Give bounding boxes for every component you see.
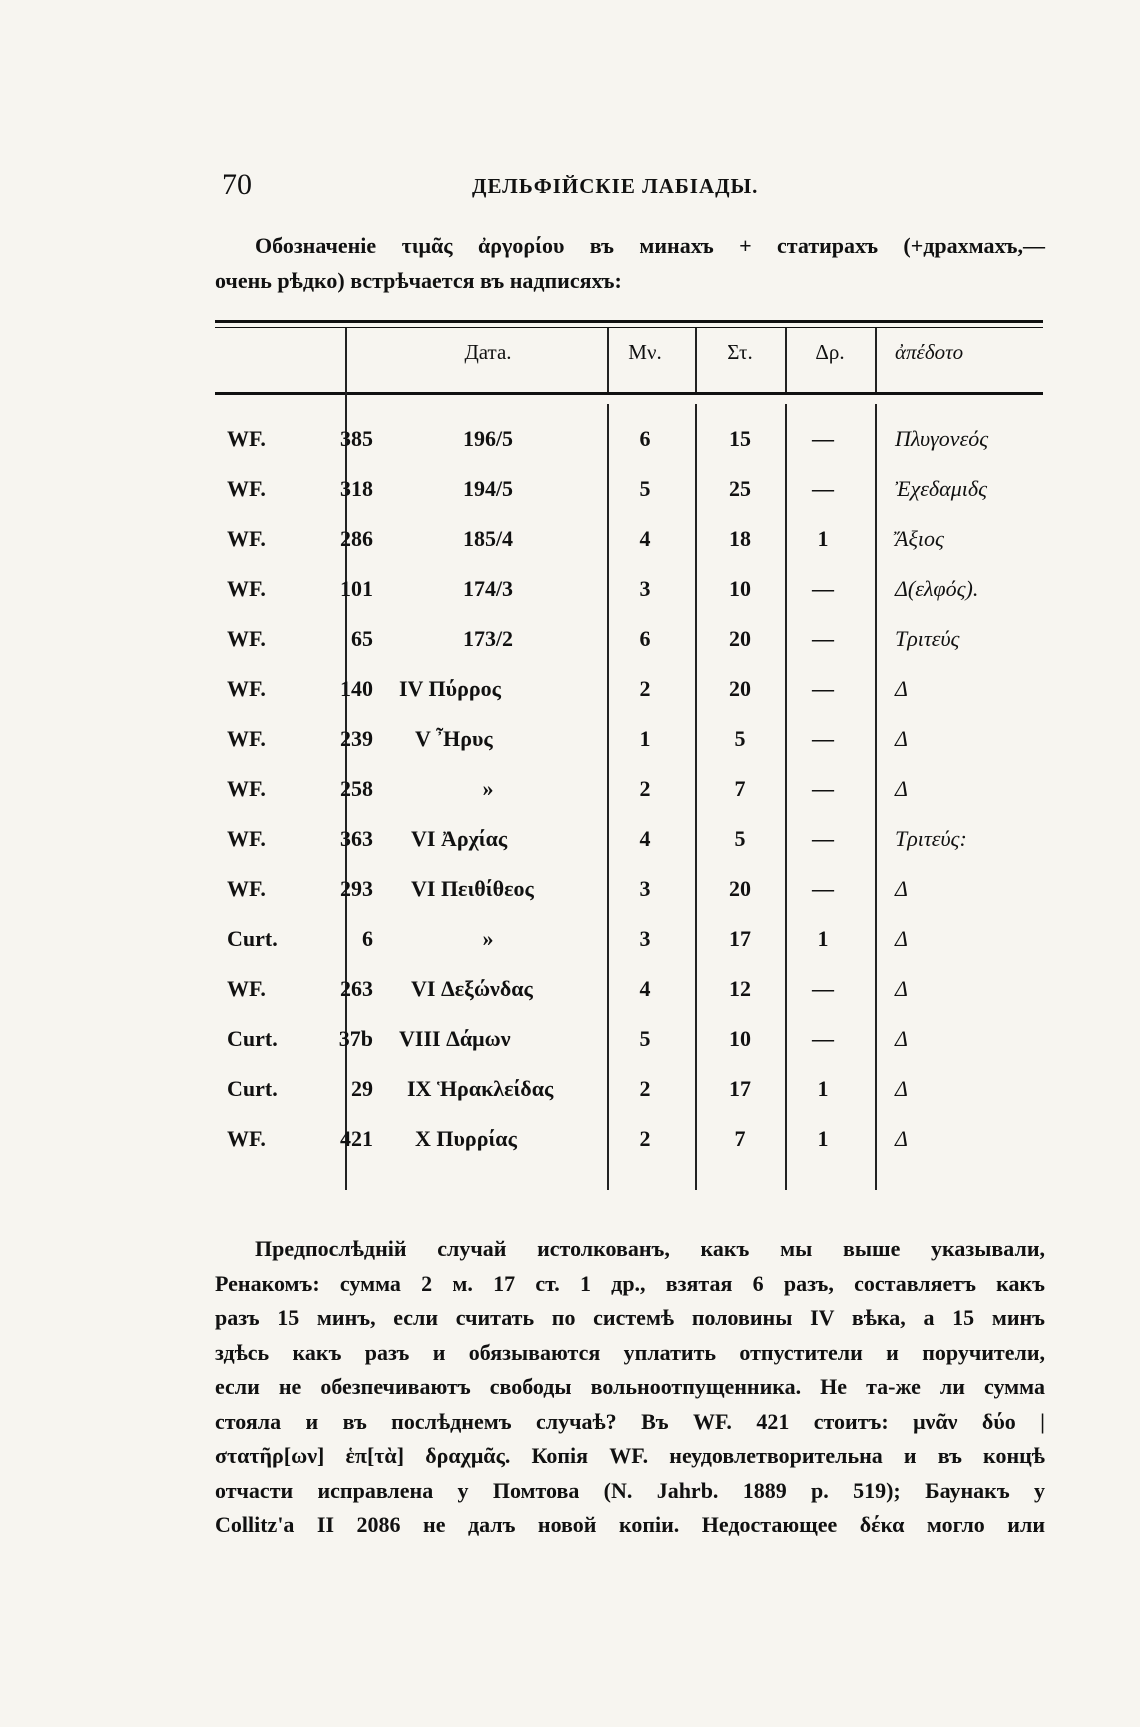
column-divider: [695, 328, 697, 392]
st-cell: 15: [729, 426, 751, 451]
date-text: VI Πειθίθεος: [411, 876, 534, 901]
apedoto-cell: Δ: [895, 676, 908, 701]
source-cell: WF.: [227, 526, 266, 551]
number-cell: 385: [340, 426, 373, 451]
date-text: X Πυρρίας: [415, 1126, 517, 1151]
st-cell: 17: [729, 1076, 751, 1101]
apedoto-cell: Δ: [895, 926, 908, 951]
mn-cell: 2: [639, 776, 651, 801]
table-row: [215, 826, 1043, 866]
dr-cell: 1: [817, 526, 829, 551]
st-cell: 5: [734, 726, 746, 751]
intro-paragraph: [215, 228, 1045, 298]
apedoto-cell: Ἐχεδαμιδς: [895, 476, 988, 501]
dr-cell: 1: [817, 1076, 829, 1101]
number-cell: 318: [340, 476, 373, 501]
dr-cell: —: [812, 726, 834, 751]
number-cell: 363: [340, 826, 373, 851]
apedoto-cell: Δ: [895, 1026, 908, 1051]
dr-cell: —: [812, 426, 834, 451]
source-cell: WF.: [227, 726, 266, 751]
number-cell: 263: [340, 976, 373, 1001]
source-cell: WF.: [227, 676, 266, 701]
st-cell: 17: [729, 926, 751, 951]
table-row: [215, 626, 1043, 666]
st-cell: 10: [729, 1026, 751, 1051]
source-cell: WF.: [227, 426, 266, 451]
apedoto-cell: Δ: [895, 1126, 908, 1151]
table-row: [215, 776, 1043, 816]
payment-table: [215, 320, 1043, 1190]
source-cell: Curt.: [227, 1026, 278, 1051]
date-text: VIII Δάμων: [399, 1026, 511, 1051]
mn-cell: 4: [639, 826, 651, 851]
column-divider: [785, 328, 787, 392]
number-cell: 37b: [338, 1026, 373, 1051]
table-row: [215, 1126, 1043, 1166]
number-cell: 421: [340, 1126, 373, 1151]
date-text: VI Δεξώνδας: [411, 976, 533, 1001]
table-row: [215, 1076, 1043, 1116]
dr-cell: —: [812, 826, 834, 851]
running-title: ДЕЛЬФІЙСКІЕ ЛАБІАДЫ.: [472, 174, 759, 198]
column-header-dr: Δρ.: [815, 340, 845, 364]
source-cell: WF.: [227, 876, 266, 901]
page-number: 70: [222, 168, 252, 201]
apedoto-cell: Τριτεύς:: [895, 826, 967, 851]
table-top-rule-thin: [215, 327, 1043, 328]
body-line: Ренакомъ: сумма 2 м. 17 ст. 1 др., взятая 6 разъ, составляетъ какъ: [215, 1270, 1045, 1296]
number-cell: 239: [340, 726, 373, 751]
body-line: стояла и въ послѣднемъ случаѣ? Въ WF. 421 стоитъ: μνᾶν δύο |: [215, 1408, 1045, 1434]
table-row: [215, 576, 1043, 616]
number-cell: 286: [340, 526, 373, 551]
st-cell: 7: [734, 1126, 746, 1151]
source-cell: WF.: [227, 976, 266, 1001]
body-line: разъ 15 минъ, если считать по системѣ половины IV вѣка, а 15 минъ: [215, 1305, 1045, 1330]
dr-cell: —: [812, 576, 834, 601]
st-cell: 20: [729, 626, 751, 651]
intro-line: Обозначеніе τιμᾶς ἀργορίου въ минахъ + статирахъ (+драхмахъ,—: [255, 233, 1045, 258]
intro-line: очень рѣдко) встрѣчается въ надписяхъ:: [215, 268, 622, 293]
mn-cell: 3: [639, 876, 651, 901]
mn-cell: 6: [639, 426, 651, 451]
mn-cell: 5: [639, 1026, 651, 1051]
number-cell: 65: [351, 626, 373, 651]
source-cell: WF.: [227, 776, 266, 801]
column-header-mn: Μν.: [628, 340, 662, 364]
table-row: [215, 476, 1043, 516]
dr-cell: —: [812, 1026, 834, 1051]
apedoto-cell: Δ: [895, 876, 908, 901]
table-row: [215, 926, 1043, 966]
column-header-st: Στ.: [727, 340, 753, 364]
source-cell: WF.: [227, 476, 266, 501]
mn-cell: 2: [639, 1126, 651, 1151]
number-cell: 29: [351, 1076, 373, 1101]
table-row: [215, 426, 1043, 466]
date-text: 173/2: [462, 626, 514, 651]
apedoto-cell: Δ(ελφός).: [895, 576, 979, 601]
table-header-rule: [215, 392, 1043, 395]
column-header-apedoto: ἀπέδοτο: [895, 340, 964, 364]
column-header-date: Дата.: [464, 340, 512, 364]
number-cell: 293: [340, 876, 373, 901]
table-row: [215, 526, 1043, 566]
table-row: [215, 976, 1043, 1016]
apedoto-cell: Τριτεύς: [895, 626, 960, 651]
table-top-rule: [215, 320, 1043, 323]
body-line: στατῆρ[ων] ἑπ[τὰ] δραχμᾶς. Копія WF. неудовлетворительна и въ концѣ: [215, 1443, 1045, 1468]
st-cell: 10: [729, 576, 751, 601]
dr-cell: —: [812, 676, 834, 701]
body-line: отчасти исправлена у Помтова (N. Jahrb. 1889 p. 519); Баунакъ у: [215, 1477, 1045, 1503]
st-cell: 5: [734, 826, 746, 851]
st-cell: 20: [729, 876, 751, 901]
number-cell: 101: [340, 576, 373, 601]
date-text: 196/5: [462, 426, 514, 451]
source-cell: Curt.: [227, 1076, 278, 1101]
date-text: »: [482, 926, 494, 951]
apedoto-cell: Πλυγονεός: [895, 426, 989, 451]
table-row: [215, 876, 1043, 916]
apedoto-cell: Δ: [895, 776, 908, 801]
column-divider: [607, 328, 609, 392]
st-cell: 18: [729, 526, 751, 551]
dr-cell: —: [812, 976, 834, 1001]
number-cell: 140: [340, 676, 373, 701]
st-cell: 20: [729, 676, 751, 701]
date-text: IV Πύρρος: [399, 676, 501, 701]
date-text: »: [482, 776, 494, 801]
st-cell: 7: [734, 776, 746, 801]
number-cell: 258: [340, 776, 373, 801]
source-cell: WF.: [227, 626, 266, 651]
mn-cell: 4: [639, 976, 651, 1001]
apedoto-cell: Ἄξιος: [895, 526, 944, 551]
table-row: [215, 726, 1043, 766]
dr-cell: 1: [817, 926, 829, 951]
table-row: [215, 1026, 1043, 1066]
date-text: VI Ἀρχίας: [411, 826, 508, 851]
mn-cell: 5: [639, 476, 651, 501]
source-cell: WF.: [227, 576, 266, 601]
dr-cell: 1: [817, 1126, 829, 1151]
dr-cell: —: [812, 626, 834, 651]
st-cell: 25: [729, 476, 751, 501]
mn-cell: 3: [639, 576, 651, 601]
apedoto-cell: Δ: [895, 976, 908, 1001]
mn-cell: 6: [639, 626, 651, 651]
dr-cell: —: [812, 476, 834, 501]
source-cell: Curt.: [227, 926, 278, 951]
date-text: 185/4: [462, 526, 514, 551]
date-text: V Ἦρυς: [415, 726, 493, 751]
date-text: 174/3: [462, 576, 514, 601]
column-divider: [875, 328, 877, 392]
body-line: Предпослѣдній случай истолкованъ, какъ мы выше указывали,: [255, 1236, 1045, 1261]
apedoto-cell: Δ: [895, 726, 908, 751]
mn-cell: 2: [639, 676, 651, 701]
apedoto-cell: Δ: [895, 1076, 908, 1101]
page-header: [222, 168, 1052, 208]
number-cell: 6: [362, 926, 373, 951]
mn-cell: 4: [639, 526, 651, 551]
body-line: здѣсь какъ разъ и обязываются уплатить отпустители и поручители,: [215, 1339, 1045, 1365]
body-line: если не обезпечиваютъ свободы вольноотпущенника. Не та-же ли сумма: [215, 1374, 1045, 1399]
source-cell: WF.: [227, 1126, 266, 1151]
dr-cell: —: [812, 776, 834, 801]
body-paragraph: [215, 1232, 1045, 1543]
date-text: 194/5: [462, 476, 514, 501]
table-row: [215, 676, 1043, 716]
mn-cell: 3: [639, 926, 651, 951]
source-cell: WF.: [227, 826, 266, 851]
mn-cell: 2: [639, 1076, 651, 1101]
dr-cell: —: [812, 876, 834, 901]
mn-cell: 1: [639, 726, 651, 751]
body-line: Collitz'а II 2086 не далъ новой копіи. Недостающее δέκα могло или: [215, 1512, 1045, 1537]
st-cell: 12: [729, 976, 751, 1001]
date-text: IX Ἡρακλείδας: [407, 1076, 554, 1101]
